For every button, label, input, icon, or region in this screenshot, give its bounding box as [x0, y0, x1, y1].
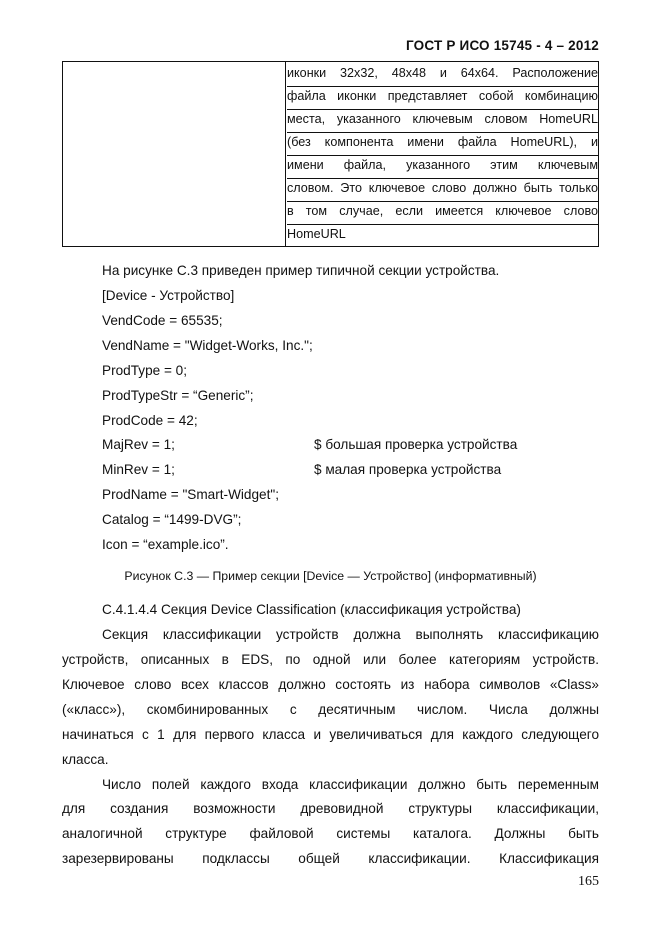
- code-line-prodtypestr: ProdTypeStr = “Generic”;: [102, 388, 254, 403]
- code-line-catalog: Catalog = “1499-DVG”;: [102, 512, 242, 527]
- code-line-prodtype: ProdType = 0;: [102, 363, 188, 378]
- table-text-line: места, указанного ключевым словом HomeURL: [287, 108, 598, 133]
- paragraph-line: для создания возможности древовидной структуры классификации,: [62, 801, 599, 816]
- table-text-line: в том случае, если имеется ключевое слово: [287, 200, 598, 225]
- paragraph-line: Секция классификации устройств должна выполнять классификацию: [102, 627, 599, 642]
- code-comment-majrev: $ большая проверка устройства: [314, 437, 518, 452]
- code-line-section: [Device - Устройство]: [102, 288, 235, 303]
- paragraph-line: Ключевое слово всех классов должно состоять из набора символов «Class»: [62, 677, 599, 692]
- code-line-vendcode: VendCode = 65535;: [102, 313, 223, 328]
- table-left-cell: [63, 62, 286, 246]
- table-text-line: имени файла, указанного этим ключевым: [287, 154, 598, 179]
- table-text-line: файла иконки представляет собой комбинацию: [287, 85, 598, 110]
- code-line-majrev: MajRev = 1;: [102, 437, 175, 452]
- code-line-prodname: ProdName = "Smart-Widget";: [102, 487, 279, 502]
- paragraph-line: устройств, описанных в EDS, по одной или более категориям устройств.: [62, 652, 599, 667]
- page-number: 165: [578, 874, 599, 889]
- intro-text: На рисунке С.3 приведен пример типичной секции устройства.: [102, 263, 500, 278]
- section-heading: С.4.1.4.4 Секция Device Classification (классификация устройства): [102, 602, 521, 617]
- code-comment-minrev: $ малая проверка устройства: [314, 462, 502, 477]
- table-text-line: HomeURL: [287, 227, 346, 241]
- code-line-vendname: VendName = "Widget-Works, Inc.";: [102, 338, 313, 353]
- paragraph-line: аналогичной структуре файловой системы каталога. Должны быть: [62, 826, 599, 841]
- table-text-line: иконки 32x32, 48x48 и 64x64. Расположение: [287, 62, 598, 87]
- table-right-cell: [286, 62, 598, 246]
- code-line-icon: Icon = “example.ico”.: [102, 537, 229, 552]
- document-header: ГОСТ Р ИСО 15745 - 4 – 2012: [406, 38, 599, 53]
- paragraph-line: зарезервированы подклассы общей классификации. Классификация: [62, 851, 599, 866]
- paragraph-line: Число полей каждого входа классификации должно быть переменным: [102, 777, 599, 792]
- paragraph-line: начинаться с 1 для первого класса и увеличиваться для каждого следующего: [62, 727, 599, 742]
- continuation-table: [62, 61, 599, 247]
- code-line-minrev: MinRev = 1;: [102, 462, 175, 477]
- paragraph-line: класса.: [62, 752, 109, 767]
- paragraph-line: («класс»), скомбинированных с десятичным числом. Числа должны: [62, 702, 599, 717]
- table-text-line: словом. Это ключевое слово должно быть только: [287, 177, 598, 202]
- figure-caption: Рисунок С.3 — Пример секции [Device — Устройство] (информативный): [124, 569, 537, 583]
- code-line-prodcode: ProdCode = 42;: [102, 413, 198, 428]
- table-text-line: (без компонента имени файла HomeURL), и: [287, 131, 598, 156]
